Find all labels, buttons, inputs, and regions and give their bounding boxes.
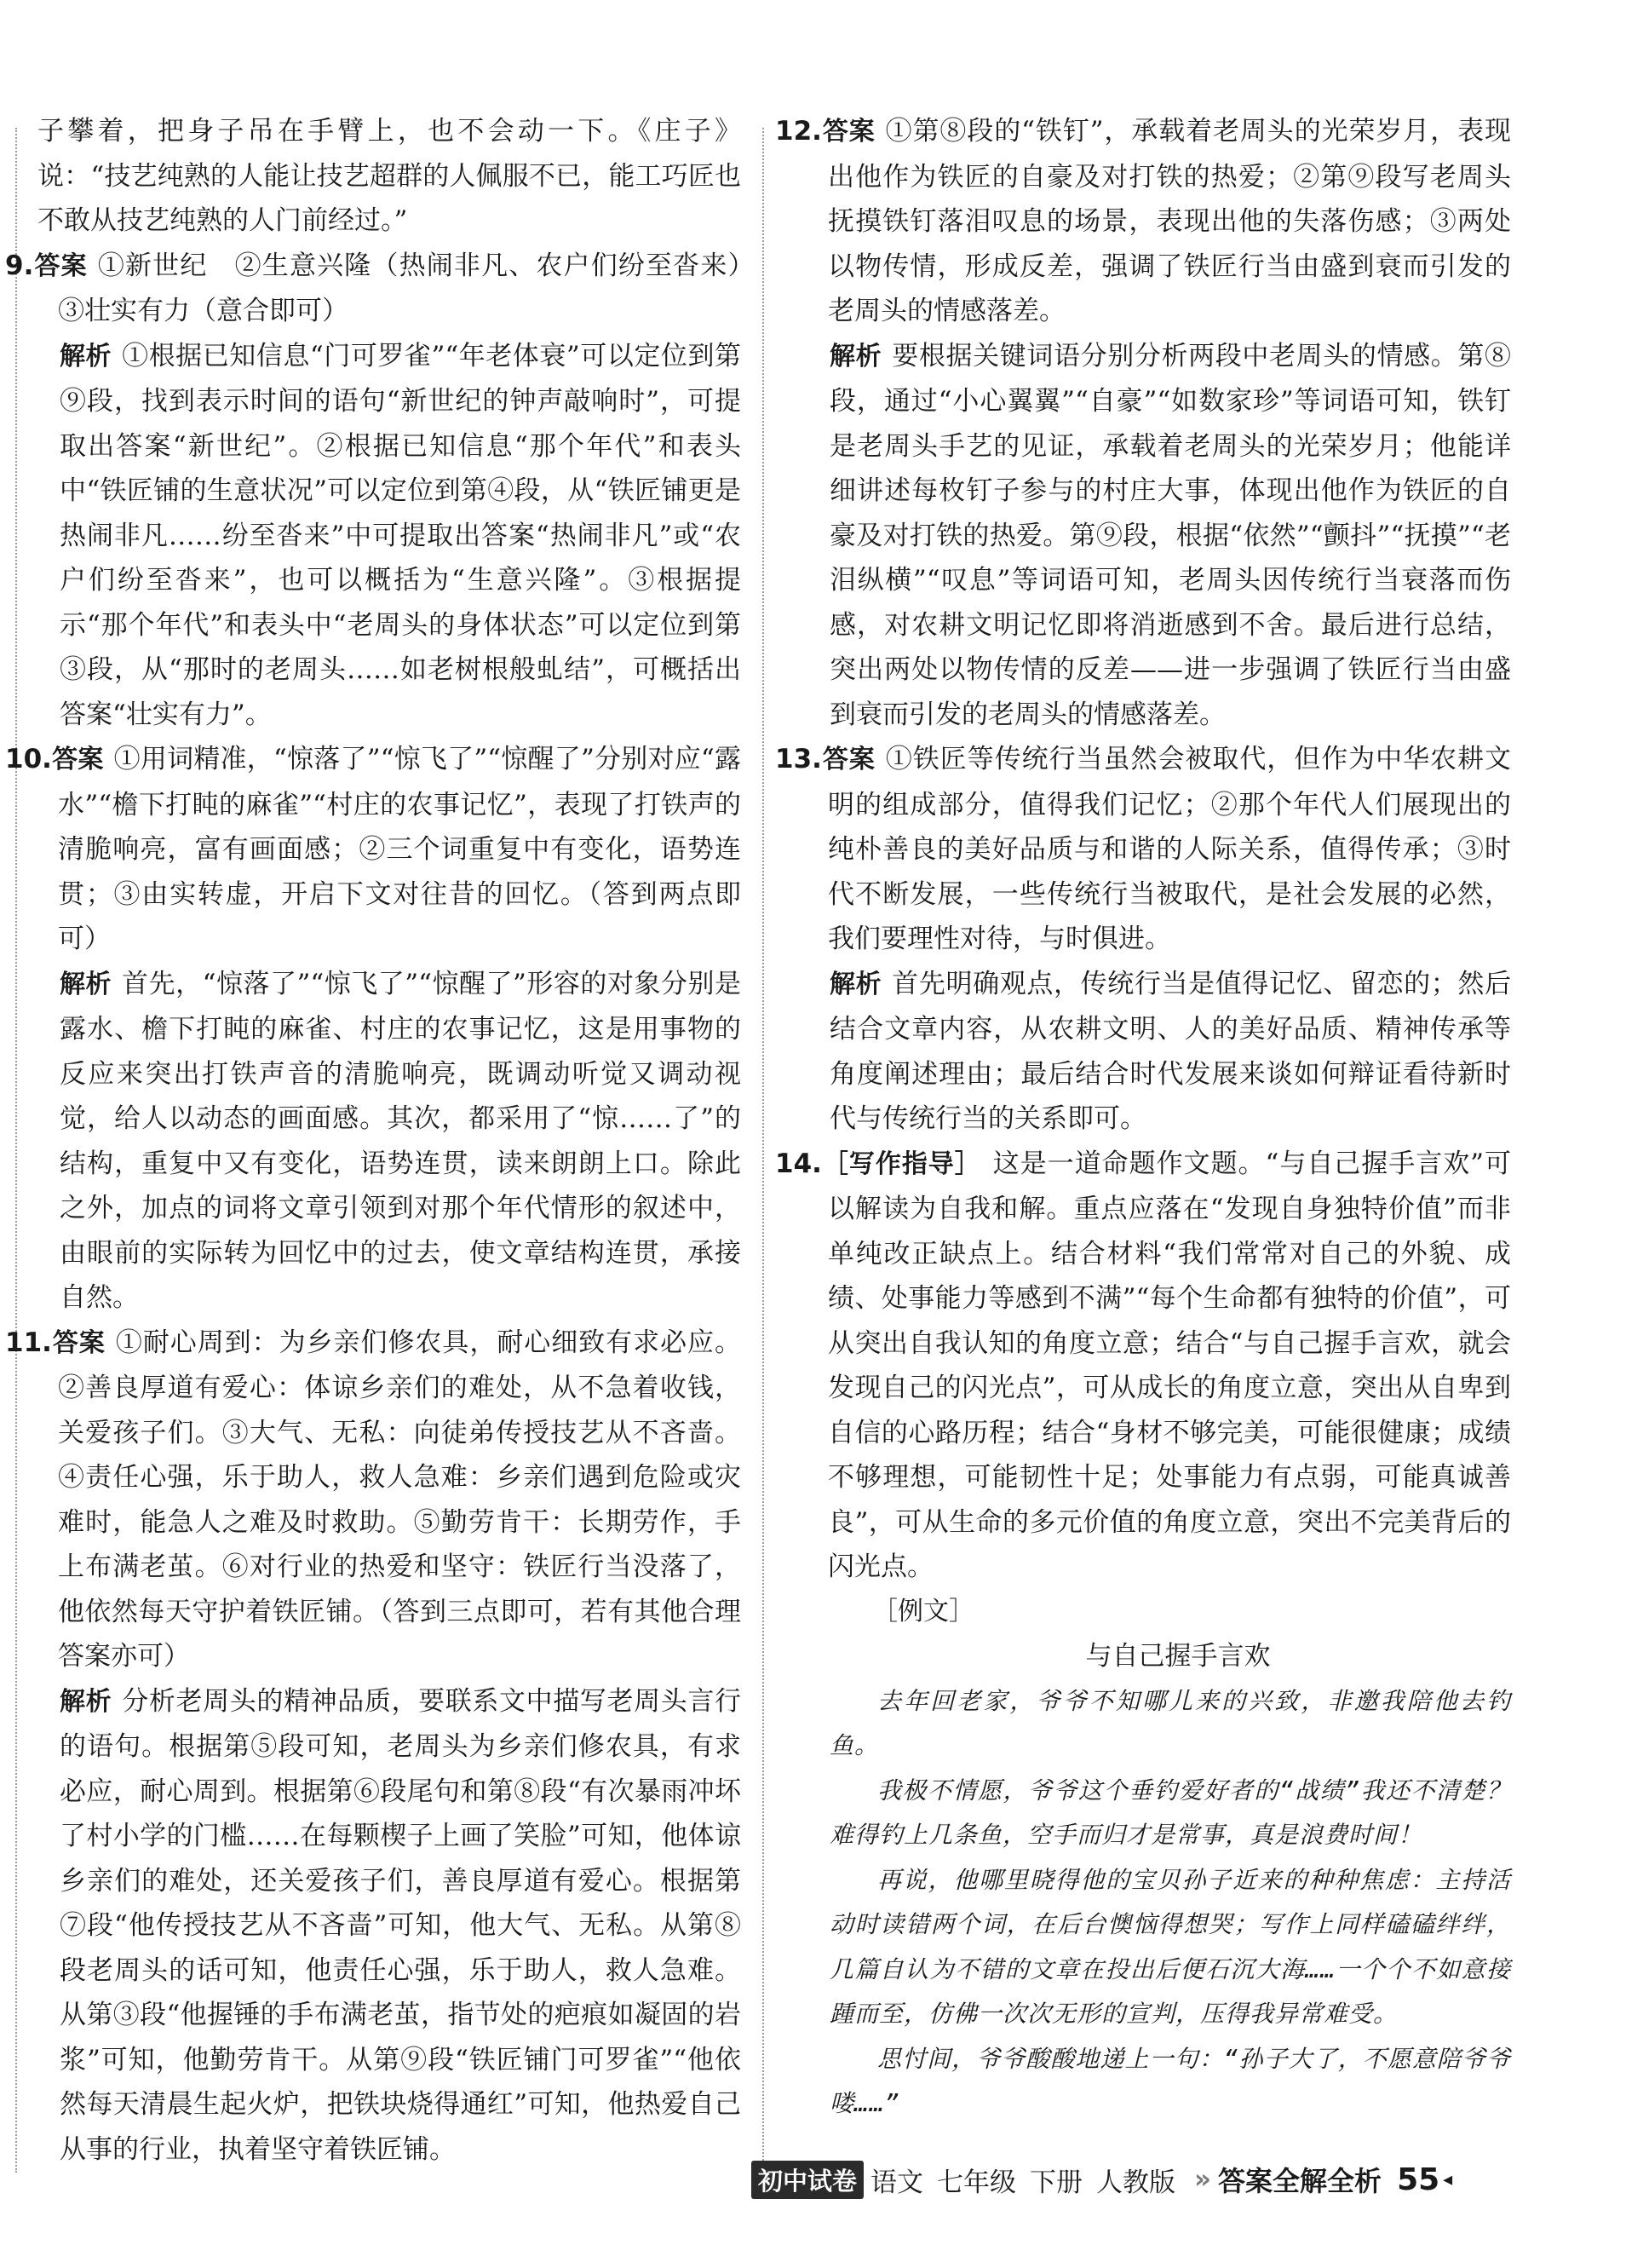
- q9-analysis-text: ①根据已知信息“门可罗雀”“年老体衰”可以定位到第⑨段，找到表示时间的语句“新世纪的钟声敲响时”，可提取出答案“新世纪”。②根据已知信息“那个年代”和表头中“铁匠铺的生意状况”可以定位到第④段，从“铁匠铺更是热闹非凡……纷至沓来”中可提取出答案“热闹非凡”或“农户们纷至沓来”，也可以概括为“生意兴隆”。③根据提示“那个年代”和表头中“老周头的身体状态”可以定位到第③段，从“那时的老周头……如老树根般虬结”，可概括出答案“壮实有力”。: [60, 340, 742, 730]
- triangle-left-icon: ◂: [1443, 2168, 1453, 2190]
- essay-body: [777, 1679, 1511, 2127]
- q10-analysis-label: 解析: [60, 969, 112, 999]
- essay-paragraph: 去年回老家，爷爷不知哪儿来的兴致，非邀我陪他去钓鱼。: [830, 1686, 1511, 1759]
- q9-analysis-label: 解析: [60, 341, 112, 371]
- q12-analysis: [777, 334, 1511, 738]
- q9-analysis: [7, 334, 741, 738]
- q9-answer-label: 答案: [33, 250, 88, 281]
- q10-answer-label: 答案: [51, 745, 104, 774]
- q12-answer-label: 答案: [821, 117, 876, 147]
- question-10: [7, 737, 741, 1321]
- page-number: 55: [1397, 2162, 1440, 2197]
- q10-analysis-text: 首先，“惊落了”“惊飞了”“惊醒了”形容的对象分别是露水、檐下打盹的麻雀、村庄的农事记忆，这是用事物的反应来突出打铁声音的清脆响亮，既调动听觉又调动视觉，给人以动态的画面感。其次，都采用了“惊……了”的结构，重复中又有变化，语势连贯，读来朗朗上口。除此之外，加点的词将文章引领到对那个年代情形的叙述中，由眼前的实际转为回忆中的过去，使文章结构连贯，承接自然。: [60, 968, 742, 1313]
- intro-continuation: 子攀着，把身子吊在手臂上，也不会动一下。《庄子》说：“技艺纯熟的人能让技艺超群的人佩服不已，能工巧匠也不敢从技艺纯熟的人门前经过。”: [37, 116, 741, 236]
- q14-guide-text: 这是一道命题作文题。“与自己握手言欢”可以解读为自我和解。重点应落在“发现自身独特价值”而非单纯改正缺点上。结合材料“我们常常对自己的外貌、成绩、处事能力等感到不满”“每个生命都有独特的价值”，可从突出自我认知的角度立意；结合“与自己握手言欢，就会发现自己的闪光点”，可从成长的角度立意，突出从自卑到自信的心路历程；结合“身材不够完美，可能很健康；成绩不够理想，可能韧性十足；处事能力有点弱，可能真诚善良”，可从生命的多元价值的角度立意，突出不完美背后的闪光点。: [828, 1148, 1512, 1582]
- footer-edition: 人教版: [1096, 2167, 1176, 2198]
- q10-analysis: [7, 962, 741, 1321]
- footer-volume: 下册: [1030, 2167, 1083, 2198]
- q10-number: 10.: [5, 744, 52, 774]
- q9-answer-text: ①新世纪 ②生意兴隆（热闹非凡、农户们纷至沓来） ③壮实有力（意合即可）: [58, 250, 768, 326]
- q11-answer-label: 答案: [51, 1327, 106, 1358]
- q12-answer-text: ①第⑧段的“铁钉”，承载着老周头的光荣岁月，表现出他作为铁匠的自豪及对打铁的热爱；②第⑨段写老周头抚摸铁钉落泪叹息的场景，表现出他的失落伤感；③两处以物传情，形成反差，强调了铁匠行当由盛到衰而引发的老周头的情感落差。: [828, 116, 1511, 326]
- q11-number: 11.: [5, 1327, 52, 1358]
- q9-answer: [5, 244, 768, 334]
- q10-answer-text: ①用词精准，“惊落了”“惊飞了”“惊醒了”分别对应“露水”“檐下打盹的麻雀”“村庄的农事记忆”，表现了打铁声的清脆响亮，富有画面感；②三个词重复中有变化，语势连贯；③由实转虚，开启下文对往昔的回忆。（答到两点即可）: [58, 744, 742, 954]
- page-footer: [751, 2157, 1452, 2202]
- q14-guide: [777, 1142, 1511, 1590]
- column-divider: [762, 128, 764, 2164]
- q11-analysis-label: 解析: [60, 1686, 112, 1717]
- q12-number: 12.: [775, 116, 822, 147]
- q13-analysis: [777, 962, 1511, 1142]
- example-label: ［例文］: [872, 1596, 974, 1626]
- q13-analysis-text: 首先明确观点，传统行当是值得记忆、留恋的；然后结合文章内容，从农耕文明、人的美好品质、精神传承等角度阐述理由；最后结合时代发展来谈如何辩证看待新时代与传统行当的关系即可。: [830, 968, 1511, 1134]
- essay-paragraph: 我极不情愿，爷爷这个垂钓爱好者的“战绩”我还不清楚？难得钓上几条鱼，空手而归才是常事，真是浪费时间！: [830, 1776, 1511, 1849]
- q11-analysis: [7, 1679, 741, 2173]
- q11-answer: [7, 1321, 741, 1679]
- q12-analysis-label: 解析: [830, 341, 882, 371]
- q13-answer-label: 答案: [821, 745, 876, 774]
- left-column: [5, 109, 768, 2172]
- q11-answer-text: ①耐心周到：为乡亲们修农具，耐心细致有求必应。②善良厚道有爱心：体谅乡亲们的难处，从不急着收钱，关爱孩子们。③大气、无私：向徒弟传授技艺从不吝啬。④责任心强，乐于助人，救人急难：乡亲们遇到危险或灾难时，能急人之难及时救助。⑤勤劳肯干：长期劳作，手上布满老茧。⑥对行业的热爱和坚守：铁匠行当没落了，他依然每天守护着铁匠铺。（答到三点即可，若有其他合理答案亦可）: [58, 1327, 741, 1672]
- footer-subject: 语文: [870, 2167, 924, 2198]
- footer-grade: 七年级: [937, 2167, 1017, 2198]
- essay-paragraph: 思忖间，爷爷酸酸地递上一句：“孙子大了，不愿意陪爷爷喽……”: [830, 2044, 1511, 2117]
- q11-analysis-text: 分析老周头的精神品质，要联系文中描写老周头言行的语句。根据第⑤段可知，老周头为乡亲们修农具，有求必应，耐心周到。根据第⑥段尾句和第⑧段“有次暴雨冲坏了村小学的门槛……在每颗楔子上画了笑脸”可知，他体谅乡亲们的难处，还关爱孩子们，善良厚道有爱心。根据第⑦段“他传授技艺从不吝啬”可知，他大气、无私。从第⑧段老周头的话可知，他责任心强，乐于助人，救人急难。从第③段“他握锤的手布满老茧，指节处的疤痕如凝固的岩浆”可知，他勤劳肯干。从第⑨段“铁匠铺门可罗雀”“他依然每天清晨生起火炉，把铁块烧得通红”可知，他热爱自己从事的行业，执着坚守着铁匠铺。: [60, 1685, 741, 2165]
- brand-logo: 初中试卷: [751, 2161, 864, 2199]
- q13-number: 13.: [775, 744, 822, 774]
- footer-title: 答案全解全析: [1218, 2165, 1382, 2197]
- double-chevron-icon: »: [1194, 2164, 1207, 2195]
- question-14: [777, 1142, 1511, 2127]
- question-9: [5, 244, 768, 738]
- question-13: [777, 737, 1511, 1142]
- q12-answer: [777, 109, 1511, 334]
- q13-answer: [777, 737, 1511, 962]
- q12-analysis-text: 要根据关键词语分别分析两段中老周头的情感。第⑧段，通过“小心翼翼”“自豪”“如数家珍”等词语可知，铁钉是老周头手艺的见证，承载着老周头的光荣岁月；他能详细讲述每枚钉子参与的村庄大事，体现出他作为铁匠的自豪及对打铁的热爱。第⑨段，根据“依然”“颤抖”“抚摸”“老泪纵横”“叹息”等词语可知，老周头因传统行当衰落而伤感，对农耕文明记忆即将消逝感到不舍。最后进行总结，突出两处以物传情的反差——进一步强调了铁匠行当由盛到衰而引发的老周头的情感落差。: [830, 340, 1511, 730]
- q13-analysis-label: 解析: [830, 969, 882, 999]
- q9-number: 9.: [5, 250, 34, 281]
- q10-answer: [7, 737, 741, 962]
- q14-number: 14.: [775, 1148, 822, 1179]
- q13-answer-text: ①铁匠等传统行当虽然会被取代，但作为中华农耕文明的组成部分，值得我们记忆；②那个年代人们展现出的纯朴善良的美好品质与和谐的人际关系，值得传承；③时代不断发展，一些传统行当被取代，是社会发展的必然，我们要理性对待，与时俱进。: [828, 744, 1511, 954]
- essay-paragraph: 再说，他哪里晓得他的宝贝孙子近来的种种焦虑：主持活动时读错两个词，在后台懊恼得想哭；写作上同样磕磕绊绊，几篇自认为不错的文章在投出后便石沉大海……一个个不如意接踵而至，仿佛一次次无形的宣判，压得我异常难受。: [830, 1865, 1511, 2028]
- q14-guide-label: ［写作指导］: [821, 1148, 981, 1179]
- essay-title: 与自己握手言欢: [1085, 1641, 1271, 1672]
- question-11: [7, 1321, 741, 2173]
- question-12: [777, 109, 1511, 737]
- right-column: [777, 109, 1511, 2127]
